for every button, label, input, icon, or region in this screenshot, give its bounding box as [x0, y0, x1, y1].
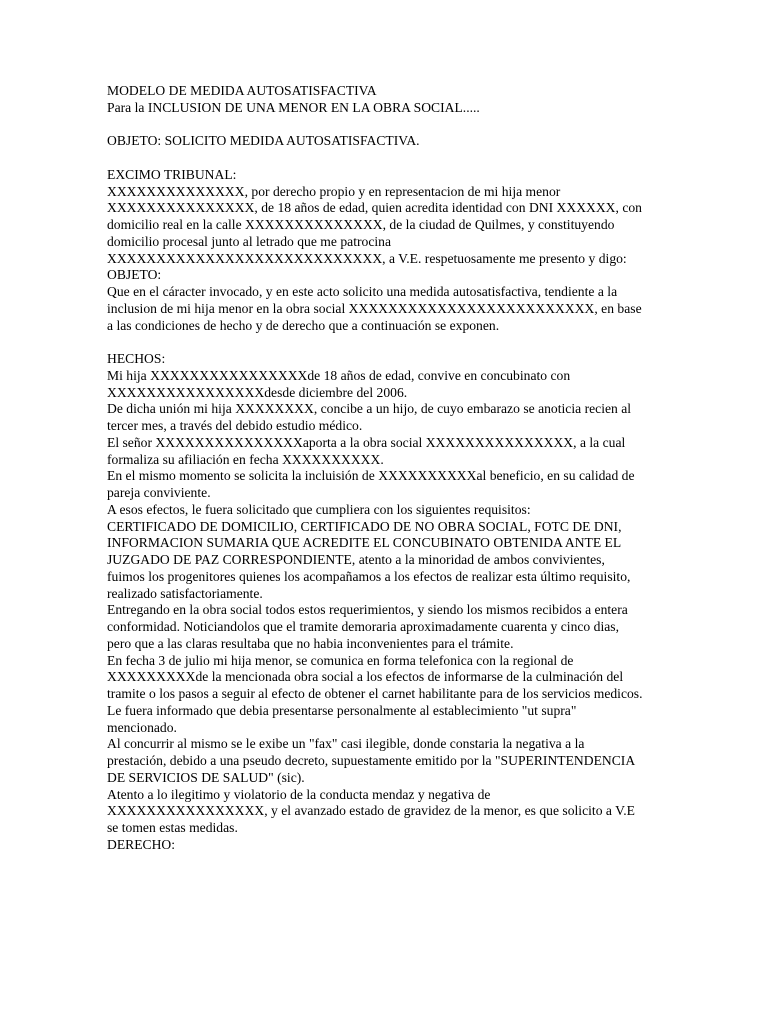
document-title: MODELO DE MEDIDA AUTOSATISFACTIVA — [107, 83, 377, 98]
spacer-line — [107, 150, 643, 167]
hechos-paragraph: El señor XXXXXXXXXXXXXXXaporta a la obra social XXXXXXXXXXXXXXX, a la cual formaliza su afiliación en fecha XXXXXXXXXX. — [107, 434, 626, 467]
hechos-paragraph: Mi hija XXXXXXXXXXXXXXXXde 18 años de edad, convive en concubinato con XXXXXXXXXXXXXXXXdesde diciembre del 2006. — [107, 367, 571, 400]
hechos-paragraph: De dicha unión mi hija XXXXXXXX, concibe a un hijo, de cuyo embarazo se anoticia recien al tercer mes, a través del debido estudio médico. — [107, 401, 632, 433]
hechos-paragraph: En fecha 3 de julio mi hija menor, se comunica en forma telefonica con la regional de XXXXXXXXXde la mencionada obra social a los efectos de informarse de la culminación del tramite o los pasos a seguir al efecto de obtener el carnet habilitante para de los servicios medicos. — [107, 652, 643, 701]
objeto-top-heading: OBJETO: SOLICITO MEDIDA AUTOSATISFACTIVA. — [107, 133, 420, 149]
hechos-paragraph: A esos efectos, le fuera solicitado que cumpliera con los siguientes requisitos: — [107, 501, 531, 517]
document-text-body — [107, 83, 643, 854]
hechos-heading: HECHOS: — [107, 351, 166, 366]
objeto-heading: OBJETO: — [107, 267, 162, 283]
hechos-paragraph: En el mismo momento se solicita la incluisión de XXXXXXXXXXal beneficio, en su calidad de pareja conviviente. — [107, 468, 635, 500]
intro-paragraph: XXXXXXXXXXXXXX, por derecho propio y en representacion de mi hija menor XXXXXXXXXXXXXXX, de 18 años de edad, quien acredita identidad con DNI XXXXXX, con domicilio real en la calle XXXXXXXXXXXXXX, de la ciudad de Quilmes, y constituyendo domicilio procesal junto al letrado que me patrocina XXXXXXXXXXXXXXXXXXXXXXXXXXXX, a V.E. respetuosamente me presento y digo: — [107, 183, 642, 266]
tribunal-heading: EXCIMO TRIBUNAL: — [107, 166, 237, 182]
hechos-paragraph: Al concurrir al mismo se le exibe un "fax" casi ilegible, donde constaria la negativa a la prestación, debido a una pseudo decreto, supuestamente emitido por la "SUPERINTENDENCIA DE SERVICIOS DE SALUD" (sic). — [107, 736, 635, 785]
hechos-paragraph: Le fuera informado que debia presentarse personalmente al establecimiento "ut supra" mencionado. — [107, 702, 577, 735]
hechos-paragraph: Atento a lo ilegitimo y violatorio de la conducta mendaz y negativa de XXXXXXXXXXXXXXXX, y el avanzado estado de gravidez de la menor, es que solicito a V.E se tomen estas medidas. — [107, 786, 635, 835]
hechos-paragraph: Entregando en la obra social todos estos requerimientos, y siendo los mismos recibidos a entera conformidad. Noticiandolos que el tramite demoraria aproximadamente cuarenta y cinco dias, pero que a las claras resultaba que no habia inconvenientes para el trámite. — [107, 602, 628, 651]
hechos-paragraph: CERTIFICADO DE DOMICILIO, CERTIFICADO DE NO OBRA SOCIAL, FOTC DE DNI, INFORMACION SUMARIA QUE ACREDITE EL CONCUBINATO OBTENIDA ANTE EL JUZGADO DE PAZ CORRESPONDIENTE, atento a la minoridad de ambos convivientes, fuimos los progenitores quienes los acompañamos a los efectos de realizar esta último requisito, realizado satisfactoriamente. — [107, 518, 631, 601]
derecho-heading: DERECHO: — [107, 836, 176, 852]
spacer-line — [107, 334, 643, 351]
objeto-paragraph: Que en el cáracter invocado, y en este acto solicito una medida autosatisfactiva, tendiente a la inclusion de mi hija menor en la obra social XXXXXXXXXXXXXXXXXXXXXXXXX, en base a las condiciones de hecho y de derecho que a continuación se exponen. — [107, 284, 642, 333]
spacer-line — [107, 117, 643, 134]
document-subtitle: Para la INCLUSION DE UNA MENOR EN LA OBRA SOCIAL..... — [107, 99, 480, 115]
